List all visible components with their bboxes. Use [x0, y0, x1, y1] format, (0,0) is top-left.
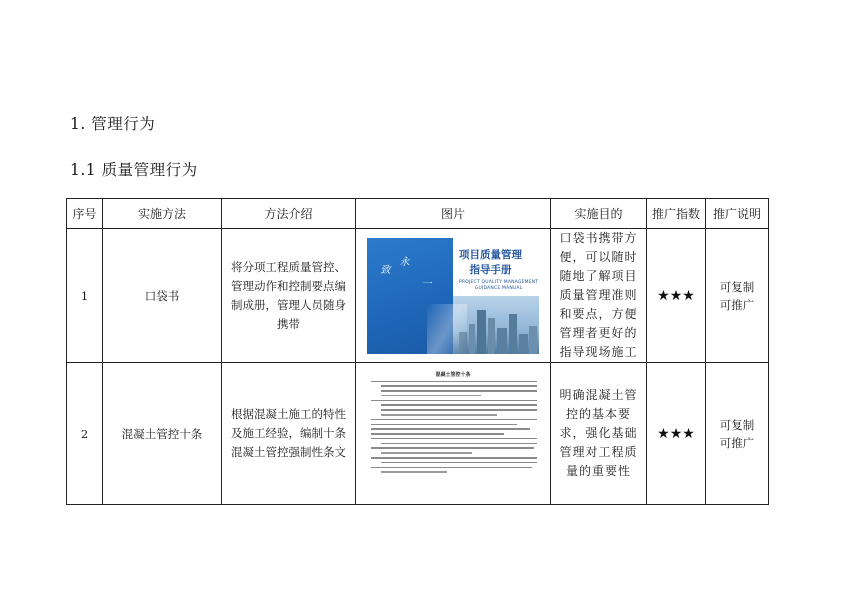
row-intro: 根据混凝土施工的特性及施工经验，编制十条混凝土管控强制性条文	[222, 363, 356, 505]
cover-subtitle-line1: PROJECT QUALITY MANAGEMENT	[459, 279, 539, 285]
row-image	[356, 363, 551, 505]
rating-stars: ★★★	[647, 229, 706, 363]
header-image: 图片	[356, 199, 551, 229]
header-method: 实施方法	[103, 199, 222, 229]
row-note	[706, 229, 769, 363]
cover-title	[459, 248, 522, 278]
row-intro: 将分项工程质量管控、管理动作和控制要点编制成册，管理人员随身携带	[222, 229, 356, 363]
header-purpose: 实施目的	[551, 199, 647, 229]
document-text-lines	[371, 381, 537, 477]
header-intro: 方法介绍	[222, 199, 356, 229]
note-line1: 可复制	[719, 417, 755, 432]
document-thumbnail	[365, 369, 541, 499]
row-purpose: 口袋书携带方便，可以随时随地了解项目质量管理准则和要点，方便管理者更好的指导现场施工	[551, 229, 647, 363]
cover-subtitle	[459, 280, 538, 292]
header-index: 序号	[67, 199, 103, 229]
table-header-row	[67, 199, 769, 229]
row-note	[706, 363, 769, 505]
note-line2: 可推广	[719, 297, 755, 312]
note-line1: 可复制	[719, 279, 755, 294]
cover-subtitle-line2: GUIDANCE MANUAL	[474, 285, 523, 291]
row-method: 口袋书	[103, 229, 222, 363]
cover-title-line1: 项目质量管理	[459, 248, 522, 261]
subsection-heading: 1.1 质量管理行为	[70, 161, 198, 179]
row-index: 2	[67, 363, 103, 505]
row-purpose: 明确混凝土管控的基本要求，强化基础管理对工程质量的重要性	[551, 363, 647, 505]
booklet-cover-image: 致 永 一 项目质量管理 指导手册 PROJECT QUALITY MANAGEMENT GUIDANCE MANUAL	[367, 238, 539, 354]
section-heading: 1. 管理行为	[70, 115, 156, 133]
document-title: 混凝土管控十条	[435, 371, 471, 378]
table-row	[67, 229, 769, 363]
rating-stars: ★★★	[647, 363, 706, 505]
note-line2: 可推广	[719, 435, 755, 450]
header-note: 推广说明	[706, 199, 769, 229]
row-method: 混凝土管控十条	[103, 363, 222, 505]
table-row	[67, 363, 769, 505]
cover-title-line2: 指导手册	[469, 263, 512, 276]
quality-management-table	[66, 198, 769, 505]
header-rating: 推广指数	[647, 199, 706, 229]
row-image	[356, 229, 551, 363]
row-index: 1	[67, 229, 103, 363]
